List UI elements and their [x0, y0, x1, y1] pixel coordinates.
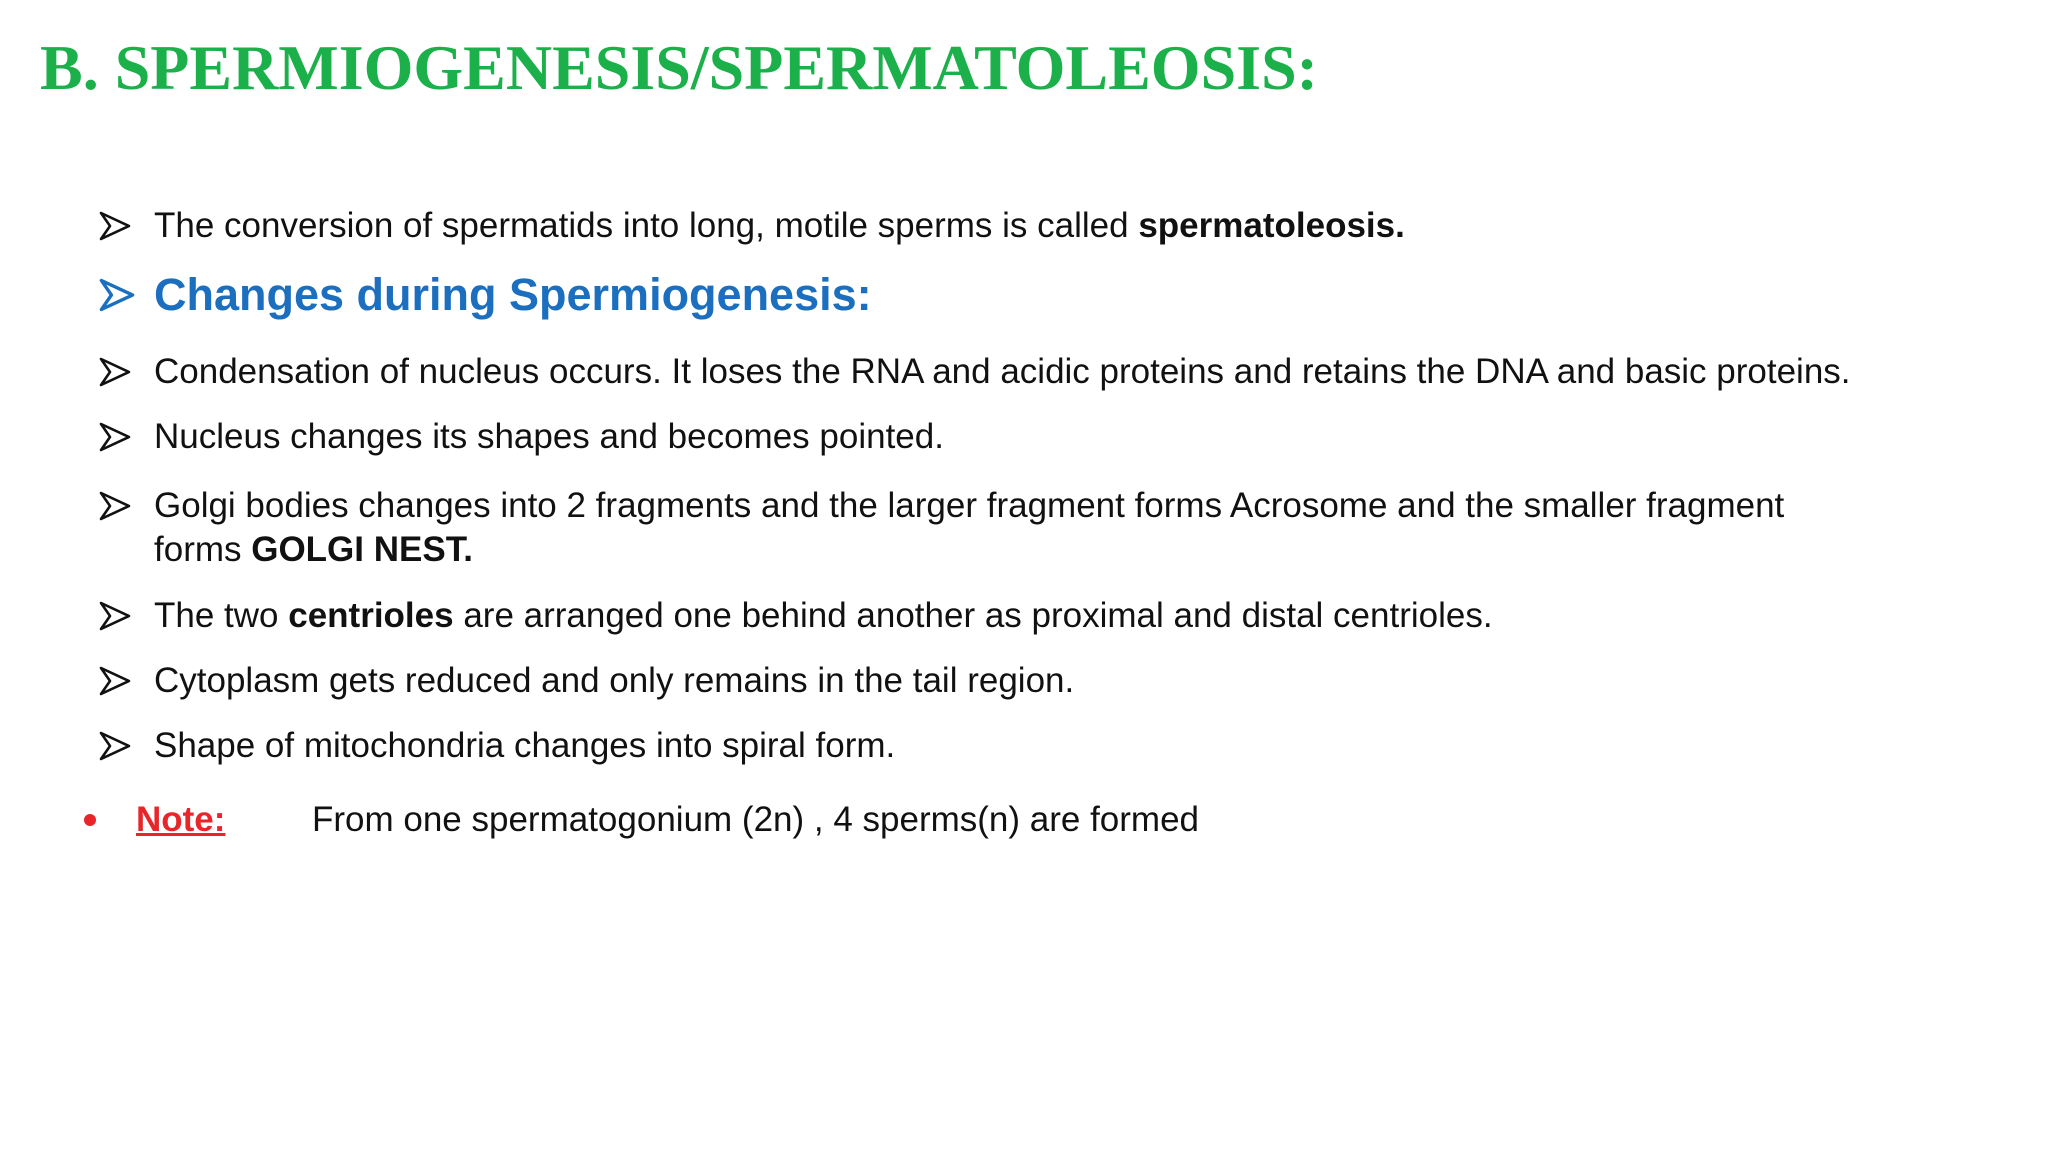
bullet-item [98, 594, 1918, 638]
round-dot-icon [84, 814, 96, 826]
note-text: From one spermatogonium (2n) , 4 sperms(n) are formed [312, 800, 1199, 839]
bullet-text: Nucleus changes its shapes and becomes pointed. [154, 417, 944, 456]
bullet-item [98, 204, 1918, 248]
bullet-text [154, 204, 1918, 248]
bullet-text: Shape of mitochondria changes into spiral form. [154, 726, 896, 765]
bullet-text: Condensation of nucleus occurs. It loses the RNA and acidic proteins and retains the DNA and basic proteins. [154, 352, 1851, 391]
bullet-text-line1: Golgi bodies changes into 2 fragments and the larger fragment forms Acrosome and the smaller fragment [154, 486, 1785, 525]
arrowhead-bullet-icon [98, 420, 132, 454]
arrowhead-bullet-icon [98, 729, 132, 763]
section-heading-item [98, 268, 1918, 324]
bullet-text: Cytoplasm gets reduced and only remains in the tail region. [154, 661, 1075, 700]
note-item [80, 798, 1880, 848]
arrowhead-bullet-icon [98, 209, 132, 243]
bullet-text-bold: spermatoleosis. [1138, 206, 1405, 245]
bullet-text [154, 594, 1918, 638]
arrowhead-bullet-icon [98, 276, 136, 314]
arrowhead-bullet-icon [98, 489, 132, 523]
bullet-text-normal: The conversion of spermatids into long, motile sperms is called [154, 206, 1139, 245]
bullet-text-line2 [154, 528, 1918, 572]
bullet-text-normal: are arranged one behind another as proximal and distal centrioles. [453, 596, 1493, 635]
bullet-item [98, 484, 1918, 572]
section-heading: Changes during Spermiogenesis: [154, 269, 872, 320]
arrowhead-bullet-icon [98, 355, 132, 389]
arrowhead-bullet-icon [98, 664, 132, 698]
bullet-item [98, 724, 1918, 768]
slide-title: B. SPERMIOGENESIS/SPERMATOLEOSIS: [40, 32, 1318, 103]
arrowhead-bullet-icon [98, 599, 132, 633]
note-label: Note: [136, 800, 226, 839]
bullet-text-bold: centrioles [288, 596, 454, 635]
bullet-item [98, 659, 1918, 703]
bullet-item [98, 415, 1918, 459]
bullet-text-normal: The two [154, 596, 289, 635]
bullet-text-bold: GOLGI NEST. [251, 530, 473, 569]
bullet-text-normal: forms [154, 530, 252, 569]
bullet-item [98, 350, 1918, 394]
